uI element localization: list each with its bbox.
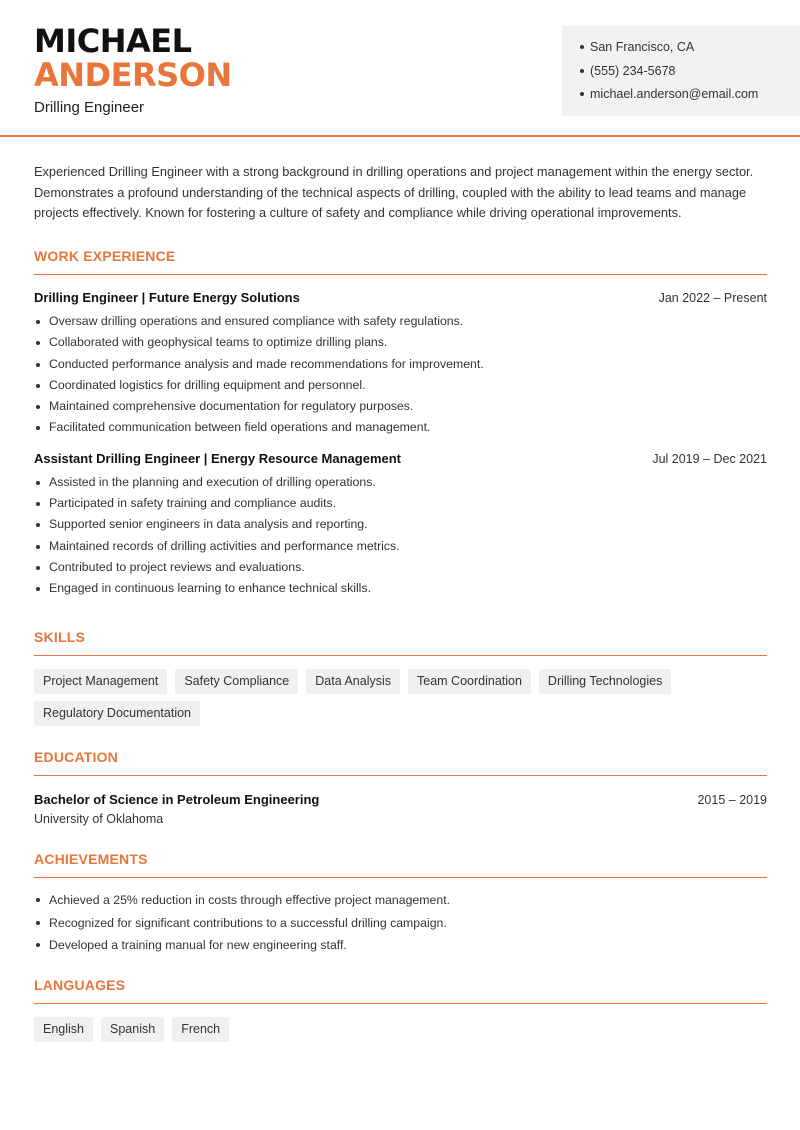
work-experience-section xyxy=(34,248,767,600)
resume-body xyxy=(34,162,767,1036)
job-title: Drilling Engineer xyxy=(34,99,145,116)
list-item-text: Coordinated logistics for drilling equipment and personnel. xyxy=(49,377,366,392)
list-item-text: Maintained records of drilling activities and performance metrics. xyxy=(49,538,400,553)
list-item-text: Conducted performance analysis and made recommendations for improvement. xyxy=(49,356,484,371)
languages-list xyxy=(34,1017,767,1042)
bullet-icon xyxy=(36,587,40,591)
list-item xyxy=(34,536,767,557)
bullet-icon xyxy=(36,405,40,409)
section-divider xyxy=(34,1003,767,1004)
section-divider xyxy=(34,775,767,776)
bullet-icon xyxy=(36,481,40,485)
contact-phone-text: (555) 234-5678 xyxy=(590,63,676,78)
summary: Experienced Drilling Engineer with a strong background in drilling operations and project management within the energy sector. Demonstrates a profound understanding of the technical aspects of drilling, coupled with the ability to lead teams and manage projects effectively. Known for fostering a culture of safety and compliance while driving operational improvements. xyxy=(34,164,754,220)
language-tag: French xyxy=(172,1017,229,1042)
list-item xyxy=(34,912,767,935)
list-item xyxy=(34,472,767,493)
list-item xyxy=(34,557,767,578)
achievements-list xyxy=(34,889,767,957)
list-item xyxy=(34,354,767,375)
section-divider xyxy=(34,655,767,656)
contact-phone xyxy=(580,63,800,87)
bullet-icon xyxy=(36,523,40,527)
language-tag: Spanish xyxy=(101,1017,164,1042)
contact-location-text: San Francisco, CA xyxy=(590,40,695,54)
section-title-work: WORK EXPERIENCE xyxy=(34,248,176,264)
first-name: MICHAEL xyxy=(34,22,192,60)
section-divider xyxy=(34,877,767,878)
bullet-icon xyxy=(36,384,40,388)
bullet-icon xyxy=(36,363,40,367)
bullet-icon xyxy=(36,943,40,947)
contact-email-text: michael.anderson@email.com xyxy=(590,87,759,101)
section-title-languages: LANGUAGES xyxy=(34,977,126,993)
list-item-text: Collaborated with geophysical teams to optimize drilling plans. xyxy=(49,335,388,350)
list-item-text: Recognized for significant contributions to a successful drilling campaign. xyxy=(49,915,447,930)
bullet-icon xyxy=(36,566,40,570)
contact-email xyxy=(580,86,800,110)
job-bullets xyxy=(34,472,767,600)
education-date: 2015 – 2019 xyxy=(697,793,767,807)
list-item-text: Engaged in continuous learning to enhance technical skills. xyxy=(49,581,371,596)
bullet-icon xyxy=(36,898,40,902)
list-item xyxy=(34,493,767,514)
education-section xyxy=(34,749,767,826)
skill-tag: Safety Compliance xyxy=(175,669,298,694)
section-title-skills: SKILLS xyxy=(34,629,85,645)
bullet-icon xyxy=(36,545,40,549)
skill-tag: Project Management xyxy=(34,669,167,694)
bullet-icon xyxy=(36,320,40,324)
job-bullets xyxy=(34,311,767,439)
language-tag: English xyxy=(34,1017,93,1042)
list-item-text: Oversaw drilling operations and ensured compliance with safety regulations. xyxy=(49,314,464,328)
list-item xyxy=(34,332,767,353)
job-entry-date: Jan 2022 – Present xyxy=(658,291,767,305)
list-item-text: Developed a training manual for new engineering staff. xyxy=(49,938,347,952)
education-entry xyxy=(34,792,767,826)
skills-list xyxy=(34,669,767,726)
list-item-text: Participated in safety training and compliance audits. xyxy=(49,496,337,511)
list-item xyxy=(34,417,767,438)
bullet-icon xyxy=(580,92,584,96)
bullet-icon xyxy=(36,426,40,430)
list-item-text: Assisted in the planning and execution of drilling operations. xyxy=(49,474,376,489)
skill-tag: Team Coordination xyxy=(408,669,531,694)
bullet-icon xyxy=(36,502,40,506)
resume-header xyxy=(0,0,800,137)
list-item xyxy=(34,375,767,396)
bullet-icon xyxy=(580,45,584,49)
list-item-text: Supported senior engineers in data analysis and reporting. xyxy=(49,517,368,532)
list-item-text: Maintained comprehensive documentation for regulatory purposes. xyxy=(49,399,414,414)
job-entry-date: Jul 2019 – Dec 2021 xyxy=(652,451,767,466)
job-entry xyxy=(34,451,767,600)
list-item xyxy=(34,514,767,535)
skill-tag: Data Analysis xyxy=(306,669,400,694)
job-entry xyxy=(34,290,767,439)
bullet-icon xyxy=(36,341,40,345)
education-school: University of Oklahoma xyxy=(34,812,164,826)
list-item xyxy=(34,311,767,332)
bullet-icon xyxy=(36,921,40,925)
section-title-education: EDUCATION xyxy=(34,749,118,765)
list-item xyxy=(34,934,767,957)
list-item-text: Achieved a 25% reduction in costs through effective project management. xyxy=(49,893,451,907)
list-item-text: Facilitated communication between field operations and management. xyxy=(49,420,431,435)
job-entry-title: Assistant Drilling Engineer | Energy Resource Management xyxy=(34,450,402,466)
skills-section xyxy=(34,629,767,726)
languages-section xyxy=(34,977,767,1042)
contact-location xyxy=(580,39,800,63)
list-item xyxy=(34,578,767,599)
section-divider xyxy=(34,274,767,275)
achievements-section xyxy=(34,851,767,957)
list-item-text: Contributed to project reviews and evaluations. xyxy=(49,559,305,574)
bullet-icon xyxy=(580,69,584,73)
job-entry-title: Drilling Engineer | Future Energy Solutions xyxy=(34,290,300,305)
last-name: ANDERSON xyxy=(34,56,232,94)
skill-tag: Regulatory Documentation xyxy=(34,701,200,726)
education-degree: Bachelor of Science in Petroleum Engineering xyxy=(34,792,320,807)
section-title-achievements: ACHIEVEMENTS xyxy=(34,851,148,867)
list-item xyxy=(34,396,767,417)
candidate-name xyxy=(34,24,232,92)
contact-box xyxy=(562,26,800,116)
list-item xyxy=(34,889,767,912)
skill-tag: Drilling Technologies xyxy=(539,669,671,694)
